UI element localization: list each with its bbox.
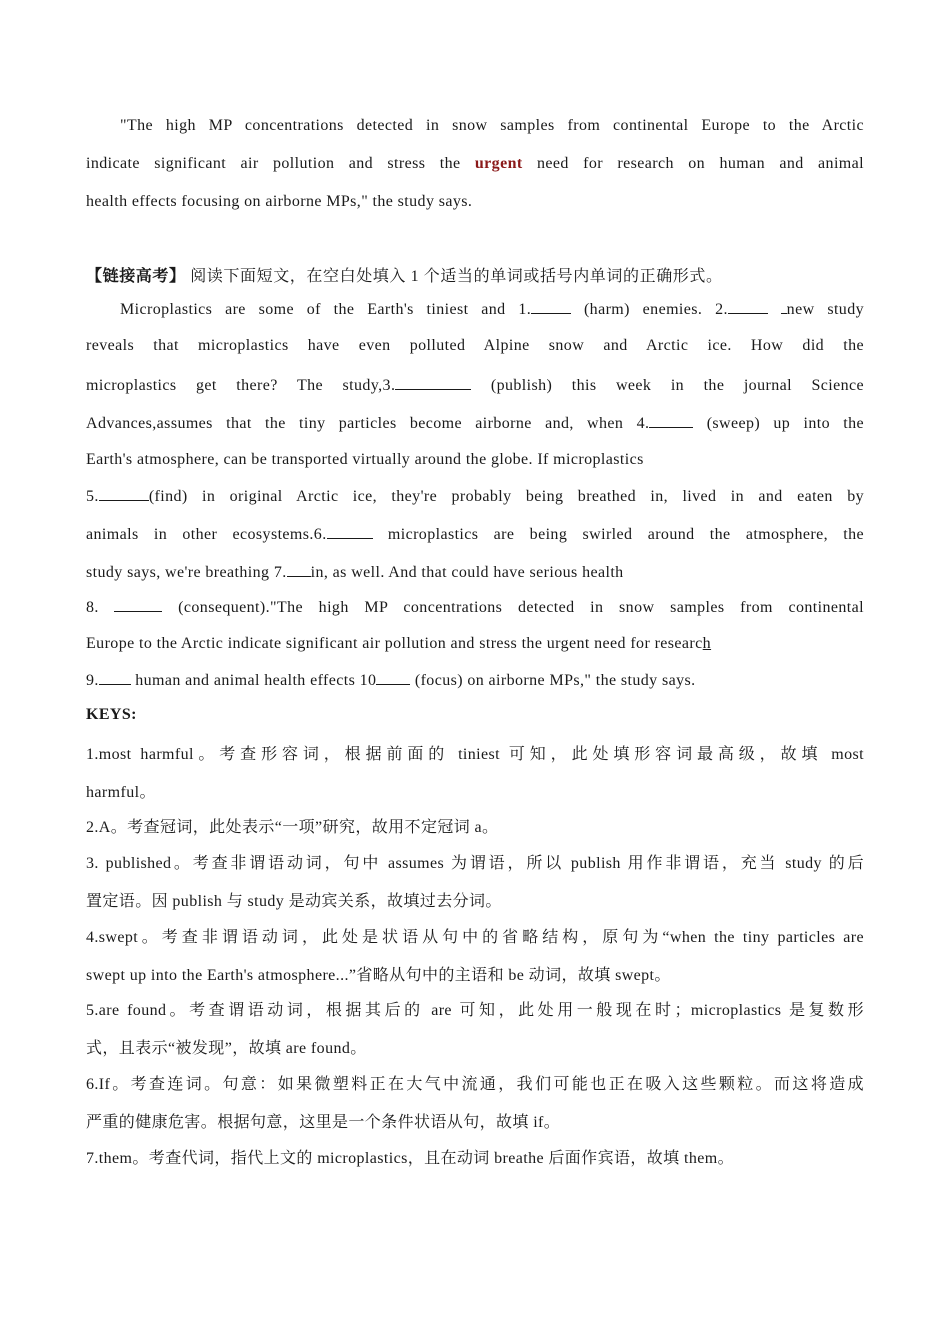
passage-text: Europe to the Arctic indicate significant air pollution and stress the urgent need for researc (86, 635, 703, 652)
passage-line-7 (86, 524, 864, 544)
passage-text: (sweep) up into the (693, 415, 865, 432)
passage-text: (find) in original Arctic ice, they're probably being breathed in, lived in and eaten by (148, 488, 864, 505)
passage-text: Microplastics are some of the Earth's tiniest and 1. (120, 301, 532, 318)
passage-line-11 (86, 670, 864, 690)
blank-8 (114, 597, 162, 612)
blank-1 (531, 299, 571, 314)
passage-line-10 (86, 635, 864, 653)
passage-text: 9. (86, 672, 99, 689)
quote-line-2 (86, 155, 864, 173)
passage-text: study says, we're breathing 7. (86, 564, 287, 581)
quote-text: need for research on human and animal (522, 155, 864, 172)
passage-line-2: reveals that microplastics have even polluted Alpine snow and Arctic ice. How did the (86, 337, 864, 354)
key-1-line-1: 1.most harmful。考查形容词，根据前面的 tiniest 可知，此处填形容词最高级，故填 most (86, 746, 864, 763)
key-5-line-1: 5.are found。考查谓语动词，根据其后的 are 可知，此处用一般现在时；microplastics 是复数形 (86, 1002, 864, 1019)
key-3-line-1: 3. published。考查非谓语动词，句中 assumes 为谓语，所以 publish 用作非谓语，充当 study 的后 (86, 855, 864, 872)
key-5-line-2: 式，且表示“被发现”，故填 are found。 (86, 1040, 367, 1057)
passage-text: animals in other ecosystems.6. (86, 526, 327, 543)
blank-2 (728, 299, 768, 314)
passage-text: (publish) this week in the journal Science (471, 377, 864, 394)
blank-6 (327, 524, 373, 539)
passage-text: 5. (86, 488, 99, 505)
key-4-line-2: swept up into the Earth's atmosphere...”省略从句中的主语和 be 动词，故填 swept。 (86, 967, 671, 984)
key-7: 7.them。考查代词，指代上文的 microplastics，且在动词 breathe 后面作宾语，故填 them。 (86, 1150, 734, 1167)
passage-line-1 (120, 299, 864, 319)
passage-text: 8. (86, 599, 115, 616)
quote-line-1: "The high MP concentrations detected in snow samples from continental Europe to the Arctic (120, 117, 864, 134)
passage-text: Advances,assumes that the tiny particles become airborne and, when 4. (86, 415, 650, 432)
passage-line-3 (86, 375, 864, 395)
key-3-line-2: 置定语。因 publish 与 study 是动宾关系，故填过去分词。 (86, 893, 502, 910)
passage-text: h (702, 635, 712, 652)
quote-text: indicate significant air pollution and stress the (86, 155, 475, 172)
blank-9 (99, 670, 131, 685)
blank-5 (99, 486, 149, 501)
section-heading (86, 263, 864, 286)
passage-line-4 (86, 413, 864, 433)
passage-line-9 (86, 597, 864, 617)
passage-text: (focus) on airborne MPs," the study says. (410, 672, 696, 689)
blank-3 (395, 375, 471, 390)
passage-line-6 (86, 486, 864, 506)
blank-4 (649, 413, 693, 428)
key-1-line-2: harmful。 (86, 784, 156, 801)
passage-text: (consequent)."The high MP concentrations detected in snow samples from continental (162, 599, 864, 616)
passage-text: (harm) enemies. 2. (571, 301, 728, 318)
passage-line-8 (86, 562, 864, 582)
blank-10 (376, 670, 410, 685)
passage-text: microplastics get there? The study,3. (86, 377, 396, 394)
section-instruction: 阅读下面短文，在空白处填入 1 个适当的单词或括号内单词的正确形式。 (185, 268, 723, 285)
key-6-line-1: 6.If。考查连词。句意：如果微塑料正在大气中流通，我们可能也正在吸入这些颗粒。而这将造成 (86, 1076, 864, 1093)
key-6-line-2: 严重的健康危害。根据句意，这里是一个条件状语从句，故填 if。 (86, 1114, 561, 1131)
passage-text: microplastics are being swirled around the atmosphere, the (372, 526, 864, 543)
highlight-word: urgent (474, 155, 523, 172)
passage-text: human and animal health effects 10 (130, 672, 377, 689)
passage-text: new study (786, 301, 864, 318)
key-4-line-1: 4.swept。考查非谓语动词，此处是状语从句中的省略结构，原句为“when the tiny particles are (86, 929, 864, 946)
quote-line-3: health effects focusing on airborne MPs," the study says. (86, 193, 473, 210)
section-label: 【链接高考】 (86, 268, 186, 285)
passage-text: in, as well. And that could have serious health (310, 564, 624, 581)
key-2: 2.A。考查冠词，此处表示“一项”研究，故用不定冠词 a。 (86, 819, 499, 836)
passage-line-5: Earth's atmosphere, can be transported virtually around the globe. If microplastics (86, 451, 644, 468)
keys-title: KEYS: (86, 706, 137, 723)
blank-7 (287, 562, 311, 577)
